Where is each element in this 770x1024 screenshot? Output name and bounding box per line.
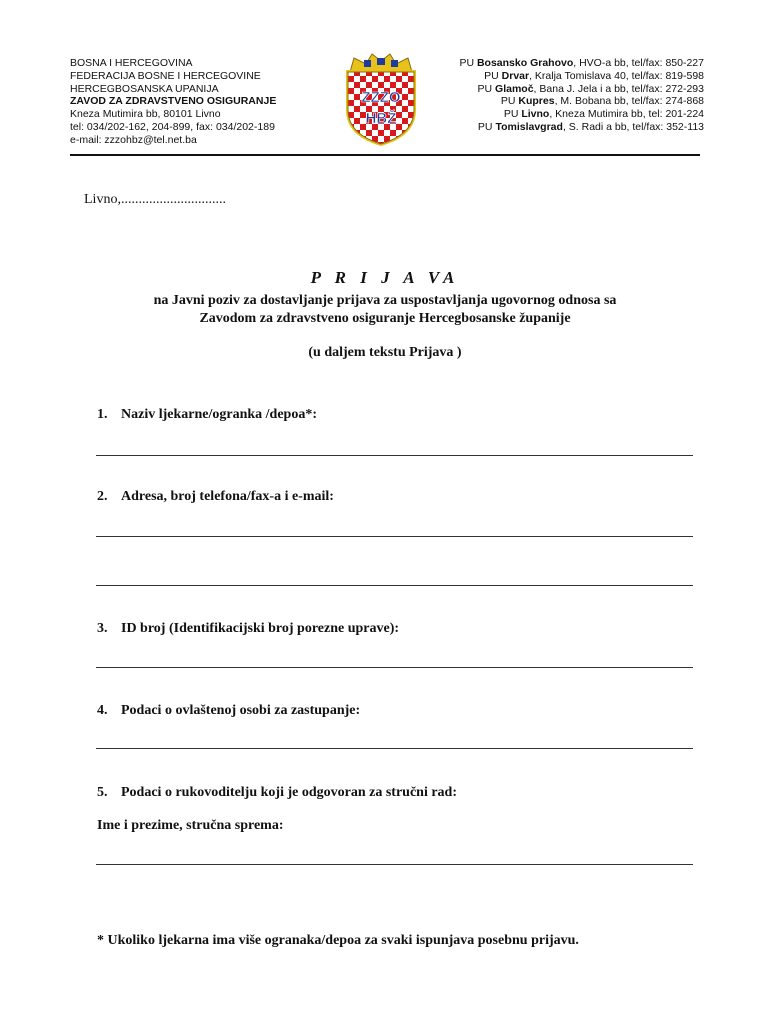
answer-line-2a[interactable]	[96, 536, 693, 537]
footnote: * Ukoliko ljekarna ima više ogranaka/depoa za svaki ispunjava posebnu prijavu.	[97, 933, 579, 948]
office-name: Kupres	[518, 95, 555, 108]
coat-of-arms-icon	[336, 52, 426, 147]
question-label: Naziv ljekarne/ogranka /depoa*:	[121, 407, 317, 422]
place-date-field[interactable]: Livno,..............................	[84, 192, 226, 207]
country-line: BOSNA I HERCEGOVINA	[70, 57, 193, 69]
institution-address-block	[70, 57, 276, 147]
question-number: 1.	[97, 407, 108, 422]
office-name: Livno	[521, 108, 550, 121]
federation-line: FEDERACIJA BOSNE I HERCEGOVINE	[70, 69, 261, 82]
logo-text-bottom: HBŽ	[365, 110, 397, 127]
office-line: PU Tomislavgrad, S. Radi a bb, tel/fax: 352-113	[477, 120, 704, 133]
question-5-sublabel: Ime i prezime, stručna sprema:	[97, 818, 284, 833]
question-label: Podaci o ovlaštenoj osobi za zastupanje:	[121, 703, 361, 718]
question-label: ID broj (Identifikacijski broj porezne uprave):	[121, 621, 400, 636]
question-number: 4.	[97, 703, 108, 718]
office-name: Bosansko Grahovo	[476, 57, 574, 69]
subtitle-line: Zavodom za zdravstveno osiguranje Hercegbosanske županije	[199, 311, 571, 326]
question-5	[97, 785, 457, 801]
institute-email: e-mail: zzzohbz@tel.net.ba	[70, 133, 197, 146]
answer-line-4[interactable]	[96, 748, 693, 749]
regional-offices-block	[459, 57, 704, 134]
question-number: 5.	[97, 785, 108, 800]
office-line: PU Drvar, Kralja Tomislava 40, tel/fax: 819-598	[484, 69, 704, 82]
answer-line-3[interactable]	[96, 667, 693, 668]
answer-line-2b[interactable]	[96, 585, 693, 586]
logo-text-top: ZZZO	[361, 89, 401, 106]
institute-name: ZAVOD ZA ZDRAVSTVENO OSIGURANJE	[70, 95, 277, 108]
institute-address: Kneza Mutimira bb, 80101 Livno	[70, 108, 221, 121]
form-subtitle	[0, 292, 770, 328]
question-3	[97, 621, 399, 637]
office-line: PU Livno, Kneza Mutimira bb, tel: 201-224	[503, 108, 704, 121]
answer-line-1[interactable]	[96, 455, 693, 456]
answer-line-5[interactable]	[96, 864, 693, 865]
subtitle-line: na Javni poziv za dostavljanje prijava za uspostavljanja ugovornog odnosa sa	[153, 293, 617, 308]
canton-line: HERCEGBOSANSKA UPANIJA	[70, 82, 219, 95]
question-label: Adresa, broj telefona/fax-a i e-mail:	[121, 489, 334, 504]
header-divider	[70, 154, 700, 156]
question-4	[97, 703, 360, 719]
form-title: P R I J A VA	[310, 268, 460, 287]
question-number: 3.	[97, 621, 108, 636]
question-number: 2.	[97, 489, 108, 504]
institute-phone: tel: 034/202-162, 204-899, fax: 034/202-189	[70, 120, 275, 133]
question-1	[97, 407, 317, 423]
office-name: Glamoč	[495, 82, 534, 95]
office-line: PU Bosansko Grahovo, HVO-a bb, tel/fax: 850-227	[459, 57, 704, 69]
form-note: (u daljem tekstu Prijava )	[308, 345, 462, 360]
coat-of-arms-logo	[336, 52, 426, 147]
question-label: Podaci o rukovoditelju koji je odgovoran za stručni rad:	[121, 785, 457, 800]
office-line: PU Glamoč, Bana J. Jela i a bb, tel/fax: 272-293	[477, 82, 704, 95]
office-name: Tomislavgrad	[495, 120, 563, 133]
question-2	[97, 489, 334, 505]
office-line: PU Kupres, M. Bobana bb, tel/fax: 274-868	[500, 95, 704, 108]
office-name: Drvar	[501, 69, 530, 82]
